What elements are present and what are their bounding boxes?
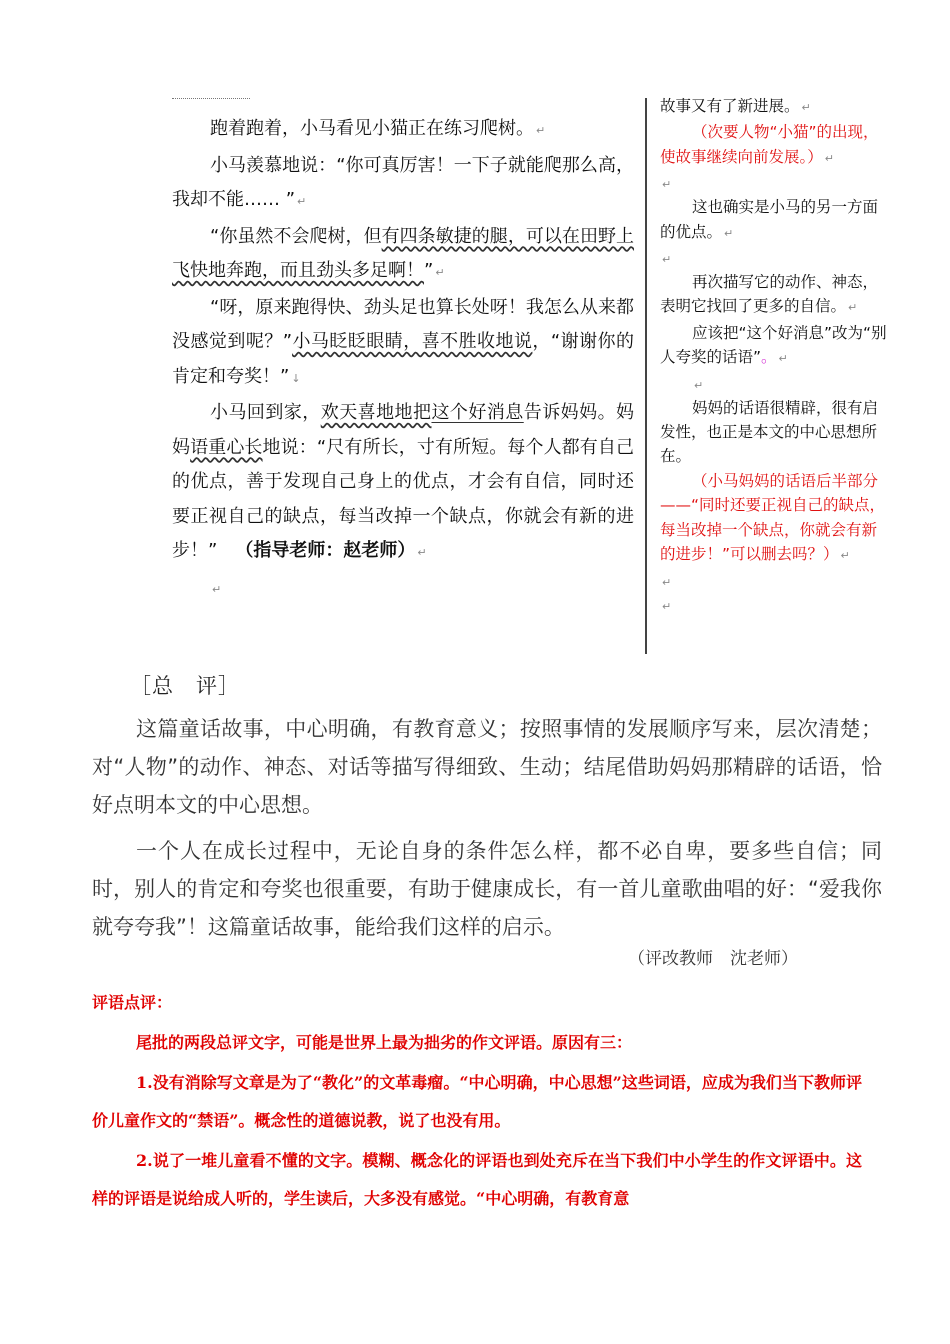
story-paragraph: 小马回到家，欢天喜地地把这个好消息告诉妈妈。妈妈语重心长地说：“尺有所长，寸有所短。每个人都有自己的优点，善于发现自己身上的优点，才会有自信，同时还要正视自己的缺点，每当改掉一个缺点，你就会有新的进步！” （指导老师：赵老师） ↵: [172, 402, 635, 561]
summary-title: ［总 评］: [130, 674, 240, 698]
reviewer-signature: （评改教师 沈老师）: [628, 949, 798, 969]
margin-comment-red: （次要人物“小猫”的出现，使故事继续向前发展。） ↵: [660, 123, 879, 166]
empty-paragraph: ↵: [212, 582, 222, 596]
empty-line: ↵: [694, 378, 704, 392]
empty-line: ↵: [662, 575, 672, 589]
wavy-underline-mark: [172, 92, 250, 99]
empty-line: ↵: [662, 253, 672, 267]
margin-comment: 应该把“这个好消息”改为“别人夸奖的话语”。 ↵: [660, 323, 887, 367]
review-paragraph: 1.没有消除写文章是为了“教化”的文革毒瘤。“中心明确，中心思想”这些词语，应成为我们当下教师评价儿童作文的“禁语”。概念性的道德说教，说了也没有用。: [92, 1073, 862, 1130]
instructor-signature: （指导老师：赵老师）: [235, 540, 416, 561]
empty-line: ↵: [662, 178, 672, 192]
margin-comment: 故事又有了新进展。 ↵: [660, 97, 811, 115]
margin-comments-column: [660, 94, 890, 617]
review-heading: 评语点评：: [92, 993, 173, 1012]
story-paragraph: 跑着跑着，小马看见小猫正在练习爬树。 ↵: [210, 118, 546, 139]
margin-comment: 再次描写它的动作、神态，表明它找回了更多的自信。 ↵: [660, 273, 879, 316]
story-paragraph: “你虽然不会爬树，但有四条敏捷的腿，可以在田野上飞快地奔跑，而且劲头多足啊！” ↵: [172, 225, 635, 281]
column-divider: [645, 98, 647, 654]
margin-comment: 妈妈的话语很精辟，很有启发性，也正是本文的中心思想所在。: [660, 398, 879, 466]
review-section: [92, 1024, 862, 1220]
summary-section: [92, 710, 882, 954]
margin-comment-red: （小马妈妈的话语后半部分——“同时还要正视自己的缺点，每当改掉一个缺点，你就会有新的进步！”可以删去吗？） ↵: [660, 471, 886, 564]
summary-paragraph: 这篇童话故事，中心明确，有教育意义；按照事情的发展顺序写来，层次清楚；对“人物”的动作、神态、对话等描写得细致、生动；结尾借助妈妈那精辟的话语，恰好点明本文的中心思想。: [92, 717, 882, 817]
empty-line: ↵: [662, 599, 672, 613]
story-text-column: [172, 112, 634, 605]
review-paragraph: 2.说了一堆儿童看不懂的文字。模糊、概念化的评语也到处充斥在当下我们中小学生的作文评语中。这样的评语是说给成人听的，学生读后，大多没有感觉。“中心明确，有教育意: [92, 1151, 862, 1208]
story-paragraph: “呀，原来跑得快、劲头足也算长处呀！我怎么从来都没感觉到呢？”小马眨眨眼睛，喜不胜收地说，“谢谢你的肯定和夸奖！” ↓: [172, 296, 635, 387]
margin-comment: 这也确实是小马的另一方面的优点。 ↵: [660, 198, 879, 241]
story-paragraph: 小马羡慕地说：“你可真厉害！一下子就能爬那么高，我却不能…… ” ↵: [172, 154, 634, 210]
summary-paragraph: 一个人在成长过程中，无论自身的条件怎么样，都不必自卑，要多些自信；同时，别人的肯定和夸奖也很重要，有助于健康成长，有一首儿童歌曲唱的好：“爱我你就夸夸我”！这篇童话故事，能给我们这样的启示。: [92, 839, 882, 939]
review-paragraph: 尾批的两段总评文字，可能是世界上最为拙劣的作文评语。原因有三：: [136, 1033, 633, 1052]
